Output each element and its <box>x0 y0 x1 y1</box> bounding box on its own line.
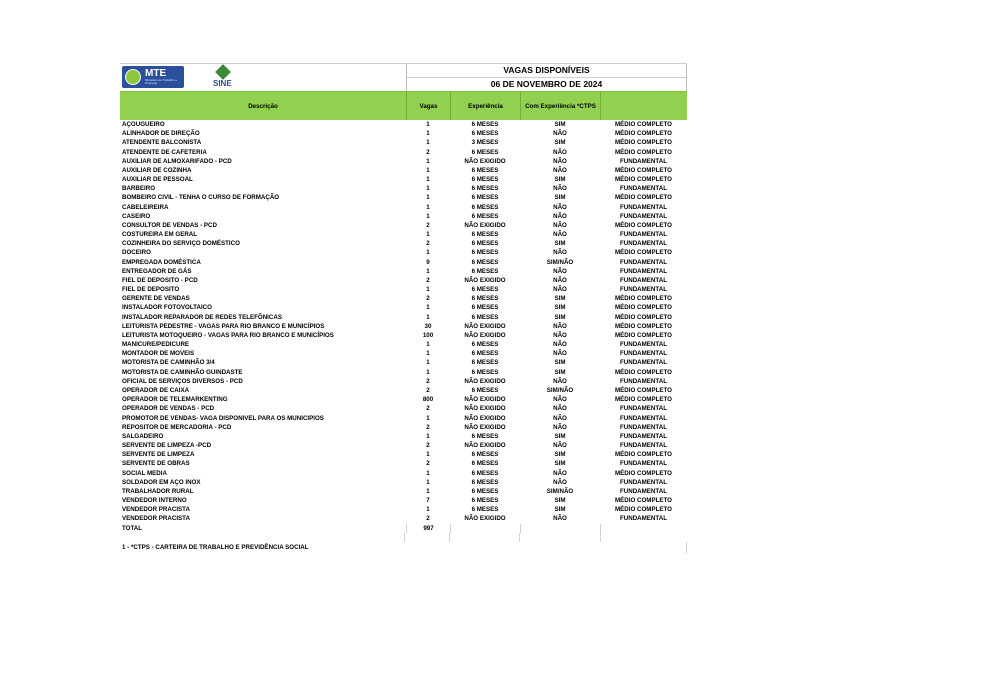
mte-logo-text: MTE <box>145 68 167 79</box>
cell-education: FUNDAMENTAL <box>620 515 667 523</box>
cell-experience: NÃO EXIGIDO <box>464 331 506 339</box>
cell-description: MOTORISTA DE CAMINHÃO 3/4 <box>122 359 215 367</box>
cell-vacancies: 1 <box>426 414 430 422</box>
cell-education: FUNDAMENTAL <box>620 487 667 495</box>
cell-experience: NÃO EXIGIDO <box>464 442 506 450</box>
cell-description: ENTREGADOR DE GÁS <box>122 267 192 275</box>
cell-vacancies: 1 <box>426 139 430 147</box>
cell-description: LEITURISTA PEDESTRE - VAGAS PARA RIO BRANCO E MUNICÍPIOS <box>122 322 325 330</box>
cell-description: BOMBEIRO CIVIL - TENHA O CURSO DE FORMAÇÃO <box>122 194 280 202</box>
sine-logo-text: SINE <box>213 79 232 88</box>
cell-experience: 6 MESES <box>471 166 499 174</box>
col-header-vacancies: Vagas <box>406 92 450 120</box>
cell-vacancies: 1 <box>426 185 430 193</box>
cell-vacancies: 2 <box>426 221 430 229</box>
cell-ctps: NÃO <box>553 331 567 339</box>
table-row <box>120 469 687 478</box>
table-row <box>120 294 687 303</box>
cell-description: VENDEDOR PRACISTA <box>122 515 190 523</box>
cell-description: CABELEIREIRA <box>122 203 169 211</box>
cell-education: MÉDIO COMPLETO <box>615 386 672 394</box>
cell-ctps: NÃO <box>553 267 567 275</box>
cell-experience: 6 MESES <box>471 350 499 358</box>
job-vacancies-sheet <box>120 63 687 553</box>
table-row <box>120 239 687 248</box>
cell-description: TRABALHADOR RURAL <box>122 487 194 495</box>
cell-ctps: NÃO <box>553 322 567 330</box>
table-row <box>120 478 687 487</box>
table-row <box>120 230 687 239</box>
cell-experience: 6 MESES <box>471 286 499 294</box>
cell-education: FUNDAMENTAL <box>620 157 667 165</box>
table-row <box>120 129 687 138</box>
table-row <box>120 138 687 147</box>
cell-description: SALGADEIRO <box>122 432 164 440</box>
cell-ctps: NÃO <box>553 185 567 193</box>
cell-experience: 6 MESES <box>471 185 499 193</box>
cell-ctps: SIM <box>554 451 566 459</box>
cell-description: SERVENTE DE OBRAS <box>122 460 190 468</box>
sheet-header <box>120 63 687 91</box>
cell-vacancies: 2 <box>426 148 430 156</box>
cell-education: MÉDIO COMPLETO <box>615 194 672 202</box>
cell-ctps: SIM <box>554 506 566 514</box>
cell-description: MONTADOR DE MOVEIS <box>122 350 195 358</box>
cell-ctps: NÃO <box>553 515 567 523</box>
cell-description: INSTALADOR REPARADOR DE REDES TELEFÔNICAS <box>122 313 282 321</box>
cell-experience: 6 MESES <box>471 478 499 486</box>
table-row <box>120 322 687 331</box>
cell-ctps: NÃO <box>553 377 567 385</box>
mte-logo <box>122 66 184 88</box>
cell-education: MÉDIO COMPLETO <box>615 130 672 138</box>
table-row <box>120 386 687 395</box>
cell-experience: 6 MESES <box>471 148 499 156</box>
cell-description: BARBEIRO <box>122 185 156 193</box>
table-row <box>120 432 687 441</box>
cell-education: FUNDAMENTAL <box>620 267 667 275</box>
cell-description: OPERADOR DE CAIXA <box>122 386 190 394</box>
cell-description: PROMOTOR DE VENDAS- VAGA DISPONIVEL PARA OS MUNICIPIOS <box>122 414 324 422</box>
table-row <box>120 276 687 285</box>
cell-education: MÉDIO COMPLETO <box>615 148 672 156</box>
cell-vacancies: 2 <box>426 240 430 248</box>
cell-ctps: SIM <box>554 295 566 303</box>
cell-description: SOCIAL MEDIA <box>122 469 167 477</box>
cell-education: FUNDAMENTAL <box>620 359 667 367</box>
table-row <box>120 450 687 459</box>
cell-ctps: SIM <box>554 121 566 128</box>
cell-experience: 6 MESES <box>471 240 499 248</box>
table-row <box>120 175 687 184</box>
logos-area <box>120 64 406 91</box>
cell-ctps: NÃO <box>553 130 567 138</box>
table-row <box>120 120 687 129</box>
cell-education: FUNDAMENTAL <box>620 185 667 193</box>
cell-vacancies: 1 <box>426 432 430 440</box>
cell-education: FUNDAMENTAL <box>620 432 667 440</box>
cell-experience: 6 MESES <box>471 451 499 459</box>
total-empty-cell <box>520 524 600 533</box>
mte-emblem-icon <box>125 69 141 85</box>
cell-education: FUNDAMENTAL <box>620 203 667 211</box>
cell-experience: NÃO EXIGIDO <box>464 423 506 431</box>
table-row <box>120 331 687 340</box>
cell-ctps: SIM <box>554 304 566 312</box>
cell-vacancies: 1 <box>426 176 430 184</box>
footnote: 1 - *CTPS - CARTEIRA DE TRABALHO E PREVIDÊNCIA SOCIAL <box>120 542 687 553</box>
cell-education: FUNDAMENTAL <box>620 405 667 413</box>
cell-ctps: SIM <box>554 460 566 468</box>
cell-ctps: SIM/NÃO <box>546 258 574 266</box>
cell-ctps: SIM/NÃO <box>546 386 574 394</box>
cell-education: MÉDIO COMPLETO <box>615 331 672 339</box>
total-row <box>120 524 687 533</box>
cell-ctps: SIM <box>554 432 566 440</box>
table-row <box>120 303 687 312</box>
column-header-row <box>120 91 687 120</box>
cell-education: MÉDIO COMPLETO <box>615 249 672 257</box>
cell-experience: NÃO EXIGIDO <box>464 221 506 229</box>
cell-education: FUNDAMENTAL <box>620 423 667 431</box>
cell-ctps: SIM <box>554 194 566 202</box>
table-row <box>120 212 687 221</box>
cell-vacancies: 1 <box>426 359 430 367</box>
cell-experience: 6 MESES <box>471 267 499 275</box>
cell-experience: 6 MESES <box>471 249 499 257</box>
cell-vacancies: 1 <box>426 350 430 358</box>
cell-education: FUNDAMENTAL <box>620 231 667 239</box>
cell-ctps: NÃO <box>553 276 567 284</box>
cell-education: FUNDAMENTAL <box>620 286 667 294</box>
cell-ctps: NÃO <box>553 414 567 422</box>
cell-ctps: SIM/NÃO <box>546 487 574 495</box>
cell-description: OFICIAL DE SERVIÇOS DIVERSOS - PCD <box>122 377 243 385</box>
total-label: TOTAL <box>122 524 143 532</box>
cell-education: FUNDAMENTAL <box>620 460 667 468</box>
cell-experience: 6 MESES <box>471 341 499 349</box>
cell-description: SERVENTE DE LIMPEZA -PCD <box>122 442 212 450</box>
cell-description: REPOSITOR DE MERCADORIA - PCD <box>122 423 232 431</box>
cell-description: CASEIRO <box>122 212 151 220</box>
cell-experience: 6 MESES <box>471 386 499 394</box>
cell-ctps: NÃO <box>553 286 567 294</box>
cell-vacancies: 1 <box>426 267 430 275</box>
cell-ctps: NÃO <box>553 341 567 349</box>
cell-experience: 6 MESES <box>471 304 499 312</box>
cell-vacancies: 1 <box>426 231 430 239</box>
cell-vacancies: 1 <box>426 212 430 220</box>
cell-ctps: NÃO <box>553 350 567 358</box>
cell-vacancies: 2 <box>426 386 430 394</box>
cell-experience: NÃO EXIGIDO <box>464 322 506 330</box>
cell-education: MÉDIO COMPLETO <box>615 176 672 184</box>
total-value: 997 <box>406 524 450 533</box>
table-row <box>120 166 687 175</box>
cell-vacancies: 1 <box>426 313 430 321</box>
blank-cell <box>519 533 599 542</box>
cell-description: EMPREGADA DOMÉSTICA <box>122 258 201 266</box>
cell-ctps: SIM <box>554 176 566 184</box>
cell-vacancies: 2 <box>426 295 430 303</box>
cell-vacancies: 800 <box>422 396 434 404</box>
cell-description: LEITURISTA MOTOQUEIRO - VAGAS PARA RIO BRANCO E MUNICÍPIOS <box>122 331 334 339</box>
cell-description: ATENDENTE DE CAFETERIA <box>122 148 207 156</box>
cell-description: AÇOUGUEIRO <box>122 121 165 128</box>
sine-logo <box>212 64 240 91</box>
col-header-description: Descrição <box>248 102 278 110</box>
cell-ctps: NÃO <box>553 148 567 156</box>
cell-experience: 6 MESES <box>471 497 499 505</box>
cell-education: FUNDAMENTAL <box>620 442 667 450</box>
cell-vacancies: 1 <box>426 157 430 165</box>
cell-ctps: NÃO <box>553 249 567 257</box>
table-row <box>120 505 687 514</box>
cell-experience: NÃO EXIGIDO <box>464 157 506 165</box>
cell-description: COSTUREIRA EM GERAL <box>122 231 198 239</box>
cell-vacancies: 1 <box>426 304 430 312</box>
cell-ctps: NÃO <box>553 442 567 450</box>
table-row <box>120 258 687 267</box>
cell-education: MÉDIO COMPLETO <box>615 322 672 330</box>
cell-ctps: NÃO <box>553 166 567 174</box>
cell-education: MÉDIO COMPLETO <box>615 506 672 514</box>
cell-vacancies: 1 <box>426 451 430 459</box>
cell-vacancies: 30 <box>424 322 432 330</box>
cell-description: MOTORISTA DE CAMINHÃO GUINDASTE <box>122 368 243 376</box>
cell-description: FIEL DE DEPOSITO - PCD <box>122 276 198 284</box>
cell-education: MÉDIO COMPLETO <box>615 396 672 404</box>
table-row <box>120 441 687 450</box>
table-row <box>120 248 687 257</box>
col-header-education <box>600 92 687 120</box>
cell-experience: NÃO EXIGIDO <box>464 396 506 404</box>
cell-description: MANICURE/PEDICURE <box>122 341 190 349</box>
cell-description: OPERADOR DE VENDAS - PCD <box>122 405 215 413</box>
cell-experience: 6 MESES <box>471 359 499 367</box>
cell-experience: 6 MESES <box>471 460 499 468</box>
cell-experience: NÃO EXIGIDO <box>464 377 506 385</box>
cell-ctps: NÃO <box>553 221 567 229</box>
table-row <box>120 368 687 377</box>
cell-vacancies: 1 <box>426 506 430 514</box>
cell-ctps: SIM <box>554 359 566 367</box>
blank-cell <box>404 533 449 542</box>
table-row <box>120 496 687 505</box>
cell-experience: NÃO EXIGIDO <box>464 414 506 422</box>
cell-education: MÉDIO COMPLETO <box>615 313 672 321</box>
cell-vacancies: 2 <box>426 423 430 431</box>
cell-description: FIEL DE DEPOSITO <box>122 286 180 294</box>
cell-experience: NÃO EXIGIDO <box>464 515 506 523</box>
table-row <box>120 349 687 358</box>
table-row <box>120 414 687 423</box>
cell-ctps: NÃO <box>553 469 567 477</box>
cell-vacancies: 1 <box>426 286 430 294</box>
cell-ctps: NÃO <box>553 396 567 404</box>
sine-emblem-icon <box>215 64 231 80</box>
cell-ctps: NÃO <box>553 203 567 211</box>
cell-experience: 6 MESES <box>471 203 499 211</box>
cell-education: MÉDIO COMPLETO <box>615 166 672 174</box>
cell-education: MÉDIO COMPLETO <box>615 497 672 505</box>
table-row <box>120 267 687 276</box>
table-row <box>120 221 687 230</box>
title-box <box>406 64 687 91</box>
table-row <box>120 184 687 193</box>
cell-experience: NÃO EXIGIDO <box>464 405 506 413</box>
cell-education: MÉDIO COMPLETO <box>615 295 672 303</box>
cell-description: OPERADOR DE TELEMARKENTING <box>122 396 228 404</box>
blank-cell <box>120 533 404 542</box>
cell-vacancies: 2 <box>426 377 430 385</box>
cell-description: AUXILIAR DE COZINHA <box>122 166 192 174</box>
table-row <box>120 395 687 404</box>
cell-ctps: SIM <box>554 139 566 147</box>
cell-experience: 6 MESES <box>471 212 499 220</box>
cell-vacancies: 1 <box>426 469 430 477</box>
cell-experience: NÃO EXIGIDO <box>464 276 506 284</box>
cell-education: FUNDAMENTAL <box>620 212 667 220</box>
blank-cell <box>600 533 687 542</box>
cell-experience: 6 MESES <box>471 469 499 477</box>
cell-ctps: SIM <box>554 497 566 505</box>
col-header-ctps: Com Experiência *CTPS <box>520 92 600 120</box>
table-row <box>120 313 687 322</box>
cell-education: FUNDAMENTAL <box>620 414 667 422</box>
cell-vacancies: 1 <box>426 194 430 202</box>
cell-description: AUXILIAR DE ALMOXARIFADO - PCD <box>122 157 232 165</box>
table-row <box>120 148 687 157</box>
cell-experience: 6 MESES <box>471 258 499 266</box>
cell-vacancies: 1 <box>426 203 430 211</box>
cell-education: MÉDIO COMPLETO <box>615 451 672 459</box>
table-row <box>120 203 687 212</box>
cell-vacancies: 2 <box>426 515 430 523</box>
cell-ctps: NÃO <box>553 157 567 165</box>
cell-vacancies: 9 <box>426 258 430 266</box>
cell-education: MÉDIO COMPLETO <box>615 469 672 477</box>
cell-description: AUXILIAR DE PESSOAL <box>122 176 193 184</box>
cell-experience: 6 MESES <box>471 176 499 184</box>
cell-description: SERVENTE DE LIMPEZA <box>122 451 195 459</box>
cell-education: FUNDAMENTAL <box>620 350 667 358</box>
col-header-experience: Experiência <box>450 92 520 120</box>
table-row <box>120 459 687 468</box>
cell-experience: 6 MESES <box>471 231 499 239</box>
cell-vacancies: 2 <box>426 460 430 468</box>
cell-vacancies: 1 <box>426 487 430 495</box>
cell-experience: 6 MESES <box>471 506 499 514</box>
total-empty-cell <box>450 524 520 533</box>
table-row <box>120 193 687 202</box>
cell-description: ATENDENTE BALCONISTA <box>122 139 202 147</box>
page-title: VAGAS DISPONÍVEIS <box>407 64 686 78</box>
cell-education: FUNDAMENTAL <box>620 276 667 284</box>
table-row <box>120 423 687 432</box>
cell-ctps: NÃO <box>553 478 567 486</box>
table-row <box>120 358 687 367</box>
total-empty-cell <box>600 524 687 533</box>
cell-vacancies: 1 <box>426 166 430 174</box>
cell-vacancies: 1 <box>426 341 430 349</box>
cell-education: MÉDIO COMPLETO <box>615 304 672 312</box>
cell-education: FUNDAMENTAL <box>620 377 667 385</box>
cell-description: VENDEDOR PRACISTA <box>122 506 190 514</box>
cell-vacancies: 2 <box>426 276 430 284</box>
cell-ctps: SIM <box>554 313 566 321</box>
cell-description: ALINHADOR DE DIREÇÃO <box>122 130 200 138</box>
cell-education: FUNDAMENTAL <box>620 258 667 266</box>
table-body <box>120 120 687 524</box>
cell-education: MÉDIO COMPLETO <box>615 139 672 147</box>
cell-vacancies: 1 <box>426 368 430 376</box>
table-row <box>120 404 687 413</box>
cell-education: FUNDAMENTAL <box>620 240 667 248</box>
table-row <box>120 487 687 496</box>
page-date: 06 DE NOVEMBRO DE 2024 <box>490 79 603 89</box>
cell-description: CONSULTOR DE VENDAS - PCD <box>122 221 217 229</box>
cell-experience: 6 MESES <box>471 130 499 138</box>
cell-ctps: NÃO <box>553 212 567 220</box>
table-row <box>120 157 687 166</box>
cell-education: FUNDAMENTAL <box>620 478 667 486</box>
table-row <box>120 285 687 294</box>
cell-vacancies: 1 <box>426 130 430 138</box>
cell-description: INSTALADOR FOTOVOLTAICO <box>122 304 212 312</box>
cell-vacancies: 1 <box>426 249 430 257</box>
cell-experience: 6 MESES <box>471 194 499 202</box>
cell-experience: 6 MESES <box>471 295 499 303</box>
cell-experience: 6 MESES <box>471 432 499 440</box>
blank-cell <box>449 533 520 542</box>
cell-education: FUNDAMENTAL <box>620 341 667 349</box>
cell-vacancies: 2 <box>426 442 430 450</box>
cell-ctps: NÃO <box>553 231 567 239</box>
table-row <box>120 340 687 349</box>
cell-ctps: SIM <box>554 240 566 248</box>
cell-description: SOLDADOR EM AÇO INOX <box>122 478 201 486</box>
table-row <box>120 514 687 523</box>
cell-description: COZINHEIRA DO SERVIÇO DOMÉSTICO <box>122 240 240 248</box>
table-row <box>120 377 687 386</box>
cell-description: VENDEDOR INTERNO <box>122 497 187 505</box>
cell-vacancies: 1 <box>426 478 430 486</box>
cell-education: MÉDIO COMPLETO <box>615 121 672 128</box>
cell-vacancies: 7 <box>426 497 430 505</box>
cell-education: MÉDIO COMPLETO <box>615 368 672 376</box>
cell-experience: 6 MESES <box>471 121 499 128</box>
cell-experience: 3 MESES <box>471 139 499 147</box>
cell-ctps: NÃO <box>553 423 567 431</box>
cell-ctps: SIM <box>554 368 566 376</box>
cell-experience: 6 MESES <box>471 487 499 495</box>
cell-vacancies: 100 <box>422 331 434 339</box>
cell-description: DOCEIRO <box>122 249 151 257</box>
cell-experience: 6 MESES <box>471 368 499 376</box>
cell-experience: 6 MESES <box>471 313 499 321</box>
cell-vacancies: 1 <box>426 121 430 128</box>
cell-description: GERENTE DE VENDAS <box>122 295 190 303</box>
cell-education: MÉDIO COMPLETO <box>615 221 672 229</box>
cell-ctps: NÃO <box>553 405 567 413</box>
blank-row <box>120 533 687 542</box>
cell-vacancies: 2 <box>426 405 430 413</box>
mte-logo-subtext: Ministério do Trabalho e Emprego <box>145 79 178 85</box>
